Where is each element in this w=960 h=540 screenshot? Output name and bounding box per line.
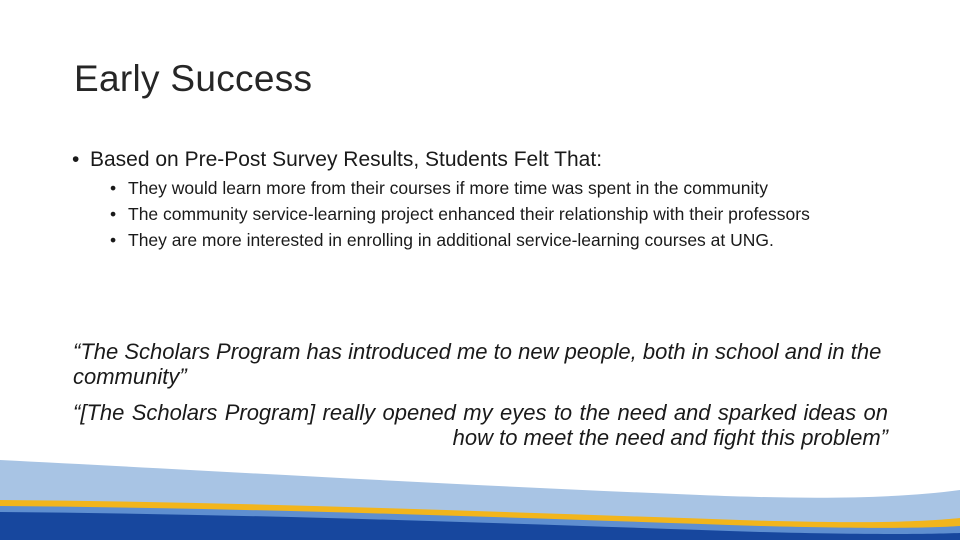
- main-bullet: [72, 148, 602, 172]
- bullet-marker: •: [110, 178, 117, 198]
- sub-bullet-text: They are more interested in enrolling in additional service-learning courses at UNG.: [128, 230, 774, 250]
- main-bullet-text: Based on Pre-Post Survey Results, Students Felt That:: [90, 148, 603, 171]
- bullet-marker: •: [110, 204, 117, 224]
- bullet-marker: •: [110, 230, 117, 250]
- sub-bullet-item: [110, 231, 900, 250]
- student-quote: “[The Scholars Program] really opened my eyes to the need and sparked ideas on how to meet the need and fight this problem”: [73, 400, 888, 450]
- student-quote: “The Scholars Program has introduced me to new people, both in school and in the community”: [73, 339, 882, 389]
- sub-bullet-text: The community service-learning project enhanced their relationship with their professors: [128, 204, 810, 224]
- bullet-marker: •: [72, 148, 80, 171]
- slide-title: Early Success: [74, 58, 313, 99]
- sub-bullet-item: [110, 205, 900, 224]
- sub-bullet-text: They would learn more from their courses if more time was spent in the community: [128, 178, 768, 198]
- sub-bullet-list: [110, 179, 900, 257]
- decorative-wave-banner: [0, 440, 960, 540]
- sub-bullet-item: [110, 179, 900, 198]
